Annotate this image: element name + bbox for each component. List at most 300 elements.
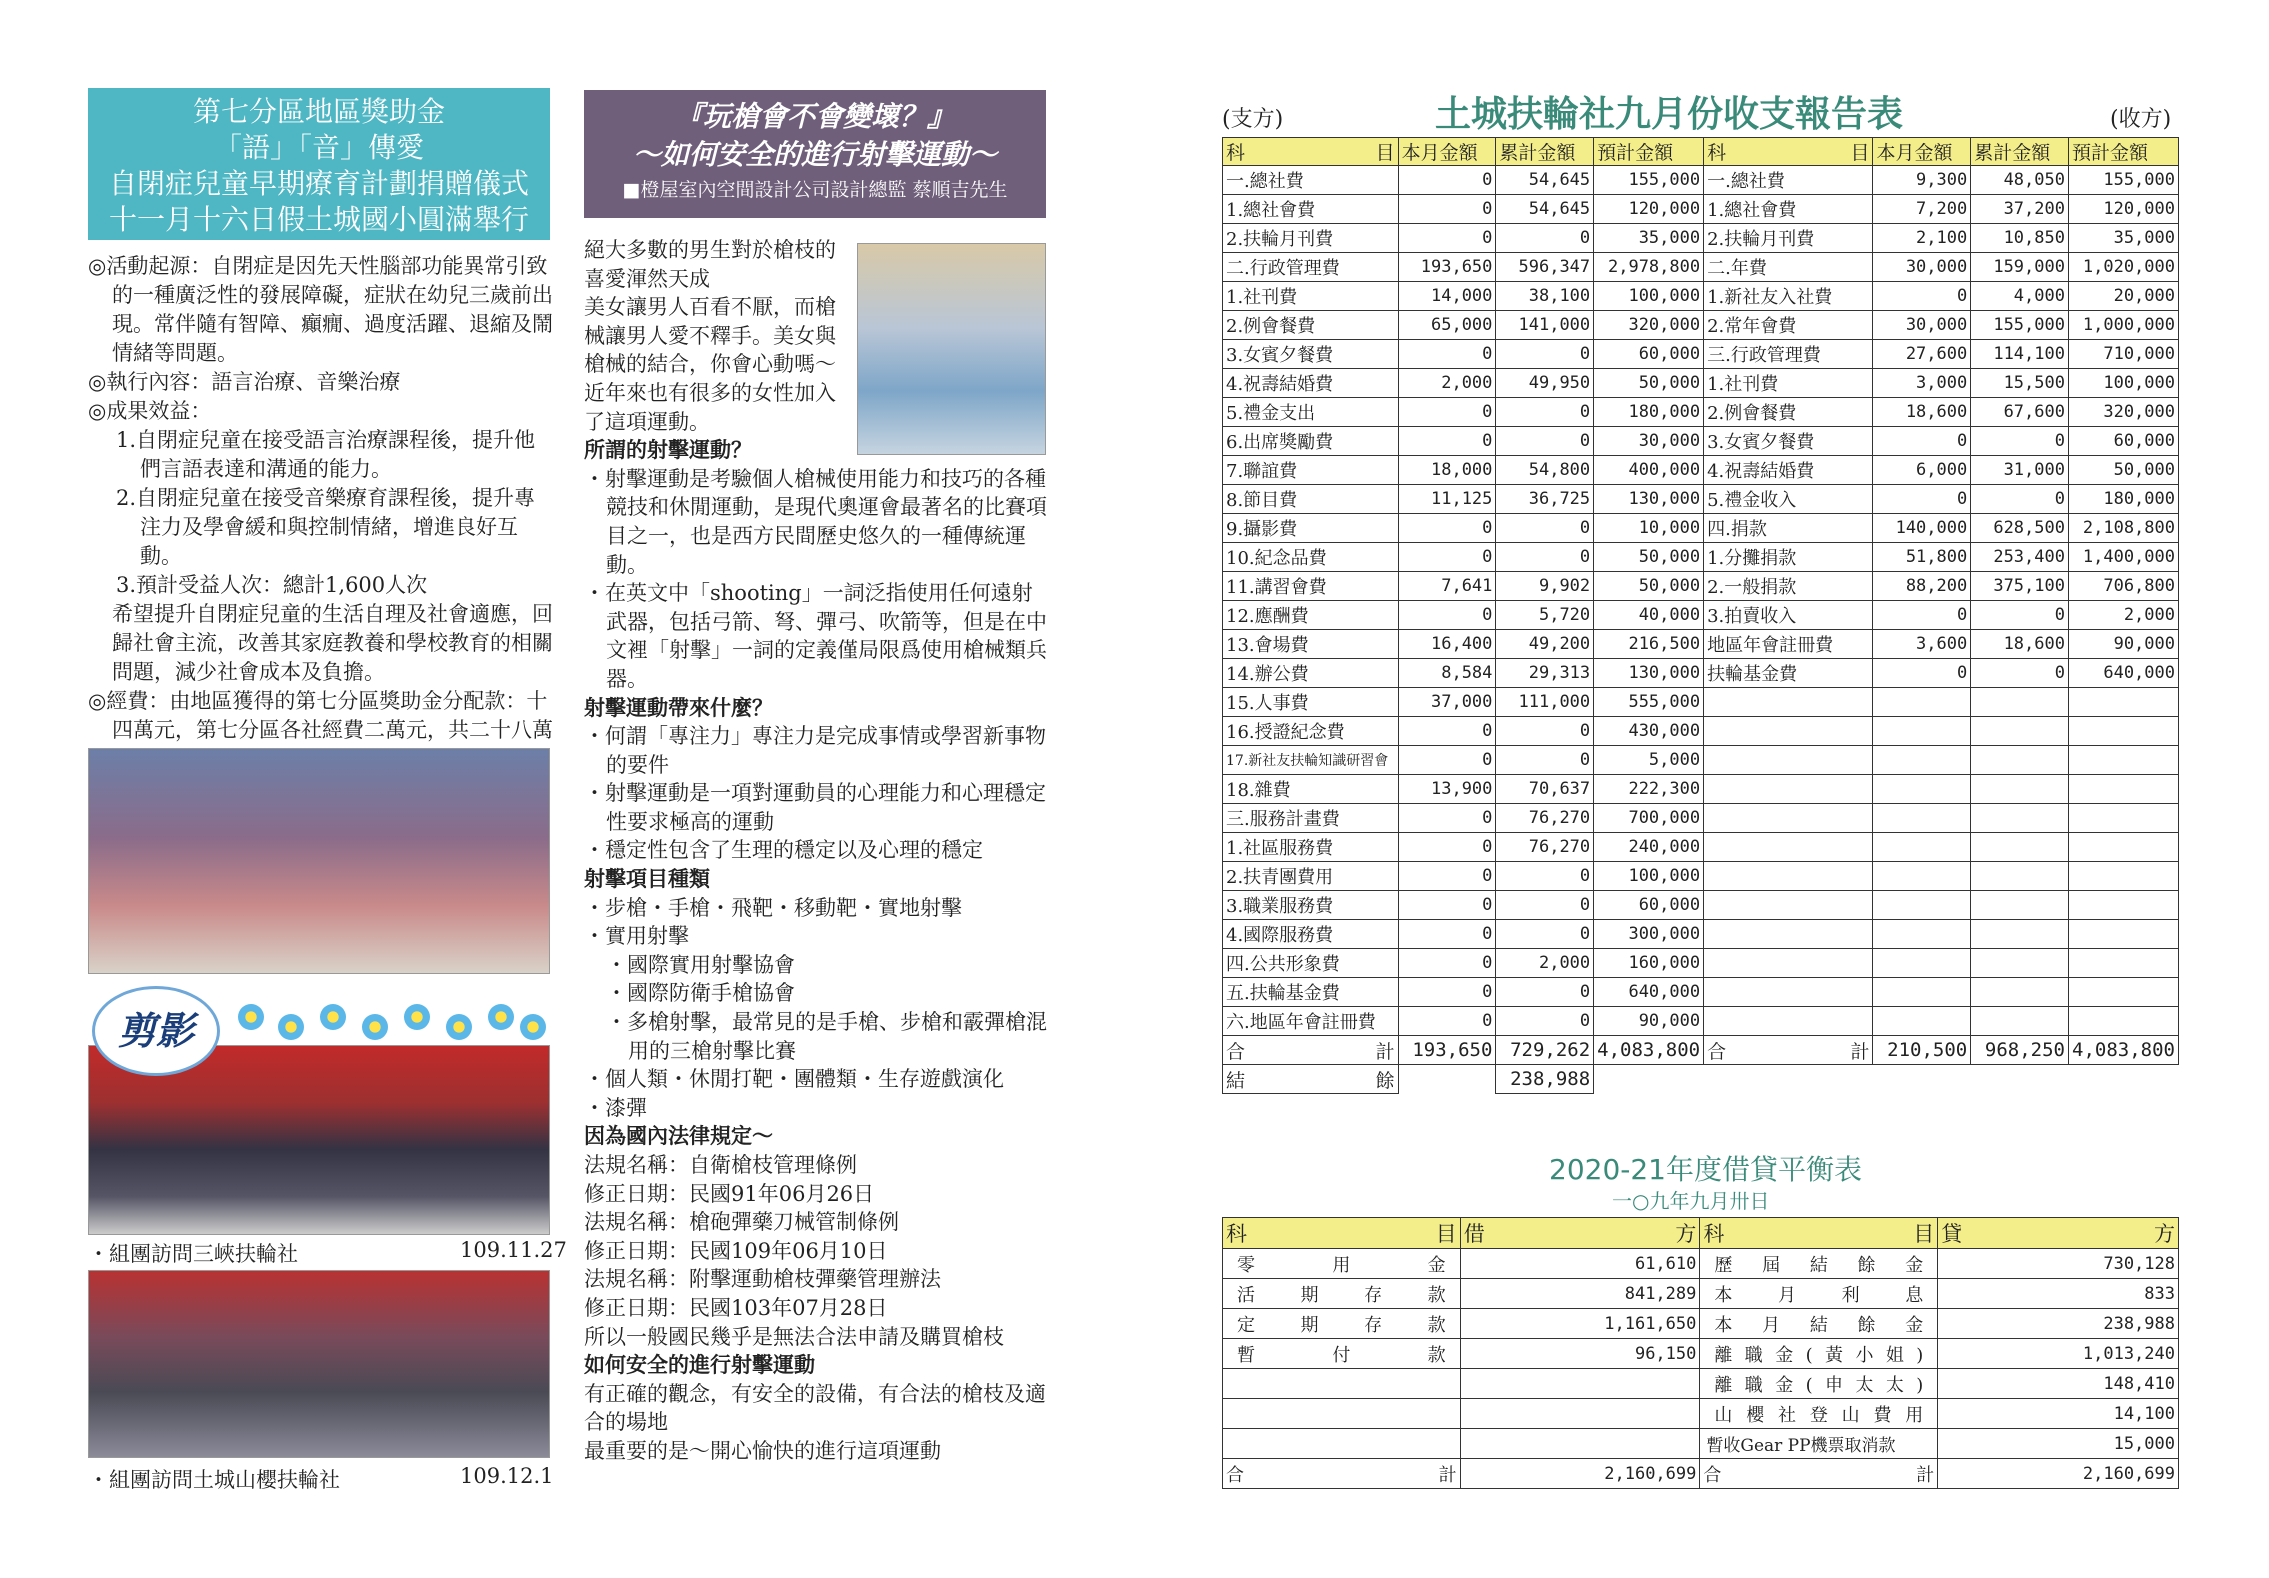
amount-cell: 36,725 (1496, 485, 1594, 514)
amount-cell: 0 (1496, 543, 1594, 572)
grant-article-header (88, 88, 550, 240)
amount-cell: 1,020,000 (2068, 253, 2178, 282)
amount-cell: 50,000 (1594, 572, 1704, 601)
amount-cell: 50,000 (2068, 456, 2178, 485)
amount-cell (2068, 891, 2178, 920)
amount-cell: 0 (1496, 862, 1594, 891)
table-row (1223, 398, 2179, 427)
account-cell: 離職金(黃小姐) (1700, 1339, 1938, 1369)
account-cell: 歷屆結餘金 (1700, 1249, 1938, 1279)
table-row (1223, 688, 2179, 717)
account-cell: 暫付款 (1223, 1339, 1461, 1369)
amount-cell: 61,610 (1460, 1249, 1700, 1279)
amount-cell (1873, 891, 1971, 920)
amount-cell: 14,100 (1938, 1399, 2179, 1429)
item-cell: 9.攝影費 (1223, 514, 1399, 543)
amount-cell: 628,500 (1971, 514, 2069, 543)
item-cell: 18.雜費 (1223, 775, 1399, 804)
item-cell: 16.授證紀念費 (1223, 717, 1399, 746)
total-value: 193,650 (1398, 1036, 1496, 1065)
amount-cell: 0 (1398, 862, 1496, 891)
item-cell: 11.講習會費 (1223, 572, 1399, 601)
account-cell: 定期存款 (1223, 1309, 1461, 1339)
table-row (1223, 543, 2179, 572)
amount-cell: 30,000 (1873, 311, 1971, 340)
amount-cell: 2,000 (2068, 601, 2178, 630)
amount-cell: 0 (1398, 746, 1496, 775)
table-row (1223, 862, 2179, 891)
header-cell: 借方 (1460, 1218, 1700, 1249)
total-value: 729,262 (1496, 1036, 1594, 1065)
amount-cell (2068, 717, 2178, 746)
table-row (1223, 1369, 2179, 1399)
grant-header-line: 自閉症兒童早期療育計劃捐贈儀式 (108, 167, 529, 200)
item-cell: 4.國際服務費 (1223, 920, 1399, 949)
safety-text: 有正確的觀念，有安全的設備，有合法的槍枝及適合的場地 (584, 1381, 1046, 1435)
amount-cell: 375,100 (1971, 572, 2069, 601)
amount-cell: 833 (1938, 1279, 2179, 1309)
total-value: 2,160,699 (1938, 1459, 2179, 1489)
visit-shanying-photo (88, 1270, 550, 1458)
amount-cell: 193,650 (1398, 253, 1496, 282)
item-cell: 1.分攤捐款 (1704, 543, 1873, 572)
amount-cell (1873, 804, 1971, 833)
total-value: 4,083,800 (1594, 1036, 1704, 1065)
amount-cell: 10,850 (1971, 224, 2069, 253)
item-cell: 3.拍賣收入 (1704, 601, 1873, 630)
total-value: 210,500 (1873, 1036, 1971, 1065)
item-cell: 12.應酬費 (1223, 601, 1399, 630)
amount-cell: 13,900 (1398, 775, 1496, 804)
amount-cell: 0 (1398, 543, 1496, 572)
item-cell: 1.新社友入社費 (1704, 282, 1873, 311)
amount-cell: 111,000 (1496, 688, 1594, 717)
item-cell: 2.扶輪月刊費 (1704, 224, 1873, 253)
amount-cell: 0 (1398, 949, 1496, 978)
amount-cell: 65,000 (1398, 311, 1496, 340)
amount-cell: 31,000 (1971, 456, 2069, 485)
amount-cell: 0 (1971, 427, 2069, 456)
balance-sheet-date: 一○九年九月卅日 (1612, 1189, 1770, 1213)
amount-cell: 120,000 (2068, 195, 2178, 224)
item-cell: 2.扶輪月刊費 (1223, 224, 1399, 253)
amount-cell: 180,000 (2068, 485, 2178, 514)
amount-cell (1873, 688, 1971, 717)
item-cell: 一.總社費 (1223, 166, 1399, 195)
account-cell (1223, 1399, 1461, 1429)
total-label: 合計 (1704, 1036, 1873, 1065)
header-cell: 預計金額 (1594, 138, 1704, 166)
total-label: 合計 (1223, 1036, 1399, 1065)
amount-cell: 38,100 (1496, 282, 1594, 311)
section-heading: 因為國內法律規定～ (584, 1124, 773, 1149)
ceremony-photo (88, 748, 550, 974)
header-cell: 預計金額 (2068, 138, 2178, 166)
amount-cell: 9,902 (1496, 572, 1594, 601)
grant-header-line: 「語」「音」傳愛 (213, 131, 424, 164)
table-row (1223, 195, 2179, 224)
amount-cell: 4,000 (1971, 282, 2069, 311)
section-heading: 射擊運動帶來什麼？ (584, 695, 773, 720)
empty-cell (1398, 1065, 1496, 1094)
amount-cell: 37,000 (1398, 688, 1496, 717)
account-cell: 山櫻社登山費用 (1700, 1399, 1938, 1429)
table-row (1223, 717, 2179, 746)
bullet-text: ・個人類・休閒打靶・團體類・生存遊戲演化 (584, 1067, 1004, 1092)
amount-cell: 9,300 (1873, 166, 1971, 195)
amount-cell: 700,000 (1594, 804, 1704, 833)
income-side-label: (收方) (2110, 107, 2172, 132)
balance-label: 結餘 (1223, 1065, 1399, 1094)
item-cell: 4.祝壽結婚費 (1704, 456, 1873, 485)
table-row (1223, 1339, 2179, 1369)
amount-cell (1460, 1369, 1700, 1399)
amount-cell: 0 (1873, 427, 1971, 456)
amount-cell (1971, 688, 2069, 717)
item-cell: 二.年費 (1704, 253, 1873, 282)
amount-cell: 51,800 (1873, 543, 1971, 572)
amount-cell: 300,000 (1594, 920, 1704, 949)
amount-cell (1971, 949, 2069, 978)
amount-cell (2068, 920, 2178, 949)
amount-cell: 29,313 (1496, 659, 1594, 688)
amount-cell: 0 (1971, 601, 2069, 630)
amount-cell: 141,000 (1496, 311, 1594, 340)
amount-cell: 30,000 (1873, 253, 1971, 282)
amount-cell: 0 (1873, 485, 1971, 514)
balance-value: 238,988 (1496, 1065, 1594, 1094)
amount-cell: 0 (1496, 427, 1594, 456)
item-cell: 2.扶青團費用 (1223, 862, 1399, 891)
amount-cell: 710,000 (2068, 340, 2178, 369)
amount-cell: 7,200 (1873, 195, 1971, 224)
table-row (1223, 1279, 2179, 1309)
balance-row (1223, 1065, 2179, 1094)
item-cell: 地區年會註冊費 (1704, 630, 1873, 659)
amount-cell: 5,000 (1594, 746, 1704, 775)
account-cell: 本月結餘金 (1700, 1309, 1938, 1339)
total-value: 2,160,699 (1460, 1459, 1700, 1489)
amount-cell: 49,950 (1496, 369, 1594, 398)
amount-cell: 0 (1496, 224, 1594, 253)
table-row (1223, 282, 2179, 311)
amount-cell: 76,270 (1496, 833, 1594, 862)
item-cell (1704, 891, 1873, 920)
total-value: 968,250 (1971, 1036, 2069, 1065)
amount-cell: 0 (1496, 717, 1594, 746)
item-cell: 3.女賓夕餐費 (1704, 427, 1873, 456)
intro-text: 美女讓男人百看不厭，而槍械讓男人愛不釋手。美女與槍械的結合，你會心動嗎～ (584, 295, 836, 377)
item-cell: 四.公共形象費 (1223, 949, 1399, 978)
grant-origin: ◎活動起源：自閉症是因先天性腦部功能異常引致的一種廣泛性的發展障礙，症狀在幼兒三歲前出現。常伴隨有智障、癲癇、過度活躍、退縮及鬧情緒等問題。 (88, 254, 553, 365)
amount-cell: 640,000 (2068, 659, 2178, 688)
item-cell: 一.總社費 (1704, 166, 1873, 195)
amount-cell: 730,128 (1938, 1249, 2179, 1279)
account-cell: 暫收Gear PP機票取消款 (1700, 1429, 1938, 1459)
item-cell: 4.祝壽結婚費 (1223, 369, 1399, 398)
amount-cell: 706,800 (2068, 572, 2178, 601)
amount-cell: 841,289 (1460, 1279, 1700, 1309)
item-cell: 五.扶輪基金費 (1223, 978, 1399, 1007)
intro-text: 近年來也有很多的女性加入了這項運動。 (584, 380, 836, 434)
amount-cell: 35,000 (2068, 224, 2178, 253)
amount-cell: 120,000 (1594, 195, 1704, 224)
item-cell: 三.行政管理費 (1704, 340, 1873, 369)
amount-cell (1873, 920, 1971, 949)
photo-date: 109.11.27 (460, 1238, 567, 1262)
amount-cell (2068, 775, 2178, 804)
bullet-text: ・在英文中「shooting」一詞泛指使用任何遠射武器，包括弓箭、弩、彈弓、吹箭等，但是在中文裡「射擊」一詞的定義僅局限爲使用槍械類兵器。 (584, 581, 1047, 691)
amount-cell: 100,000 (1594, 282, 1704, 311)
law-text: 法規名稱：自衛槍枝管理條例 (584, 1153, 857, 1177)
grant-header-line: 十一月十六日假土城國小圓滿舉行 (108, 203, 529, 236)
grant-funding: ◎經費：由地區獲得的第七分區獎助金分配款：十四萬元，第七分區各社經費二萬元，共二十八萬 (88, 689, 553, 742)
amount-cell: 20,000 (2068, 282, 2178, 311)
shooting-author: ■橙屋室內空間設計公司設計總監 蔡順吉先生 (622, 179, 1008, 201)
item-cell: 2.例會餐費 (1223, 311, 1399, 340)
amount-cell: 10,000 (1594, 514, 1704, 543)
amount-cell: 6,000 (1873, 456, 1971, 485)
header-cell: 科目 (1704, 138, 1873, 166)
item-cell (1704, 949, 1873, 978)
item-cell (1704, 920, 1873, 949)
amount-cell: 0 (1496, 340, 1594, 369)
amount-cell: 3,000 (1873, 369, 1971, 398)
item-cell: 1.社刊費 (1223, 282, 1399, 311)
table-row (1223, 833, 2179, 862)
item-cell (1704, 688, 1873, 717)
law-text: 法規名稱：槍砲彈藥刀械管制條例 (584, 1210, 899, 1235)
amount-cell (2068, 746, 2178, 775)
table-row (1223, 1399, 2179, 1429)
item-cell: 1.社刊費 (1704, 369, 1873, 398)
total-label: 合計 (1223, 1459, 1461, 1489)
intro-text: 絕大多數的男生對於槍枝的喜愛渾然天成 (584, 238, 836, 291)
amount-cell: 0 (1398, 891, 1496, 920)
safety-text: 最重要的是～開心愉快的進行這項運動 (584, 1438, 941, 1463)
account-cell: 離職金(申太太) (1700, 1369, 1938, 1399)
account-cell: 零用金 (1223, 1249, 1461, 1279)
amount-cell (1873, 978, 1971, 1007)
item-cell (1704, 746, 1873, 775)
amount-cell: 155,000 (1594, 166, 1704, 195)
amount-cell: 0 (1398, 1007, 1496, 1036)
table-row (1223, 804, 2179, 833)
amount-cell: 40,000 (1594, 601, 1704, 630)
table-row (1223, 166, 2179, 195)
shooting-article-body (584, 236, 1049, 1466)
amount-cell: 5,720 (1496, 601, 1594, 630)
amount-cell: 1,400,000 (2068, 543, 2178, 572)
amount-cell: 0 (1398, 166, 1496, 195)
amount-cell: 140,000 (1873, 514, 1971, 543)
amount-cell: 96,150 (1460, 1339, 1700, 1369)
table-header-row (1223, 1218, 2179, 1249)
item-cell: 1.總社會費 (1223, 195, 1399, 224)
amount-cell (1873, 1007, 1971, 1036)
amount-cell (2068, 978, 2178, 1007)
item-cell: 10.紀念品費 (1223, 543, 1399, 572)
item-cell: 三.服務計畫費 (1223, 804, 1399, 833)
item-cell: 13.會場費 (1223, 630, 1399, 659)
item-cell: 7.聯誼費 (1223, 456, 1399, 485)
income-expense-table (1222, 137, 2179, 1094)
table-row (1223, 427, 2179, 456)
amount-cell: 0 (1873, 282, 1971, 311)
bullet-text: ・步槍・手槍・飛靶・移動靶・實地射擊 (584, 895, 962, 920)
amount-cell: 2,000 (1398, 369, 1496, 398)
amount-cell: 0 (1496, 398, 1594, 427)
amount-cell: 0 (1398, 398, 1496, 427)
bullet-text: ・多槍射擊，最常見的是手槍、步槍和霰彈槍混用的三槍射擊比賽 (606, 1010, 1047, 1063)
amount-cell: 0 (1398, 514, 1496, 543)
amount-cell: 0 (1496, 891, 1594, 920)
amount-cell (1971, 862, 2069, 891)
item-cell: 3.職業服務費 (1223, 891, 1399, 920)
amount-cell (1873, 746, 1971, 775)
amount-cell (1873, 949, 1971, 978)
table-row (1223, 1309, 2179, 1339)
bullet-text: ・實用射擊 (584, 924, 689, 949)
amount-cell: 155,000 (1971, 311, 2069, 340)
table-row (1223, 224, 2179, 253)
amount-cell: 0 (1971, 485, 2069, 514)
bullet-text: ・何謂「專注力」專注力是完成事情或學習新事物的要件 (584, 724, 1046, 777)
amount-cell: 114,100 (1971, 340, 2069, 369)
item-cell: 5.禮金支出 (1223, 398, 1399, 427)
amount-cell: 180,000 (1594, 398, 1704, 427)
table-row (1223, 891, 2179, 920)
table-row (1223, 340, 2179, 369)
amount-cell (2068, 1007, 2178, 1036)
grant-result-1: 1.自閉症兒童在接受語言治療課程後，提升他們言語表達和溝通的能力。 (116, 428, 536, 481)
shooting-article-header (584, 90, 1046, 218)
amount-cell: 0 (1971, 659, 2069, 688)
amount-cell: 30,000 (1594, 427, 1704, 456)
amount-cell: 0 (1873, 659, 1971, 688)
item-cell: 2.常年會費 (1704, 311, 1873, 340)
amount-cell: 238,988 (1938, 1309, 2179, 1339)
table-header-row (1223, 138, 2179, 166)
amount-cell: 15,500 (1971, 369, 2069, 398)
amount-cell: 15,000 (1938, 1429, 2179, 1459)
bullet-text: ・射擊運動是一項對運動員的心理能力和心理穩定性要求極高的運動 (584, 781, 1046, 834)
amount-cell (1873, 833, 1971, 862)
amount-cell: 3,600 (1873, 630, 1971, 659)
amount-cell: 54,645 (1496, 166, 1594, 195)
item-cell (1704, 717, 1873, 746)
amount-cell: 1,161,650 (1460, 1309, 1700, 1339)
amount-cell: 60,000 (2068, 427, 2178, 456)
photo-caption: ・組團訪問土城山櫻扶輪社 (88, 1468, 340, 1492)
item-cell: 六.地區年會註冊費 (1223, 1007, 1399, 1036)
amount-cell: 430,000 (1594, 717, 1704, 746)
amount-cell: 60,000 (1594, 340, 1704, 369)
table-row (1223, 746, 2179, 775)
amount-cell: 596,347 (1496, 253, 1594, 282)
amount-cell: 0 (1496, 920, 1594, 949)
bullet-text: ・穩定性包含了生理的穩定以及心理的穩定 (584, 838, 983, 863)
amount-cell: 50,000 (1594, 369, 1704, 398)
amount-cell: 555,000 (1594, 688, 1704, 717)
amount-cell (1971, 891, 2069, 920)
item-cell: 6.出席獎勵費 (1223, 427, 1399, 456)
bullet-text: ・國際實用射擊協會 (606, 952, 795, 977)
table-row (1223, 572, 2179, 601)
item-cell: 14.辦公費 (1223, 659, 1399, 688)
bullet-text: ・國際防衛手槍協會 (606, 981, 795, 1006)
amount-cell: 54,800 (1496, 456, 1594, 485)
item-cell: 8.節目費 (1223, 485, 1399, 514)
amount-cell: 18,600 (1873, 398, 1971, 427)
table-row (1223, 1429, 2179, 1459)
amount-cell: 76,270 (1496, 804, 1594, 833)
amount-cell: 49,200 (1496, 630, 1594, 659)
amount-cell: 48,050 (1971, 166, 2069, 195)
table-row (1223, 253, 2179, 282)
amount-cell: 0 (1398, 340, 1496, 369)
item-cell: 扶輪基金費 (1704, 659, 1873, 688)
item-cell: 3.女賓夕餐費 (1223, 340, 1399, 369)
balance-sheet-title: 2020-21年度借貸平衡表 (1549, 1153, 1862, 1186)
amount-cell (2068, 862, 2178, 891)
item-cell: 2.例會餐費 (1704, 398, 1873, 427)
grant-result-3: 3.預計受益人次：總計1,600人次 (116, 573, 428, 597)
table-row (1223, 311, 2179, 340)
item-cell: 17.新社友扶輪知識研習會 (1223, 746, 1399, 775)
photo-caption: ・組團訪問三峽扶輪社 (88, 1242, 298, 1266)
amount-cell: 0 (1398, 717, 1496, 746)
amount-cell: 0 (1398, 427, 1496, 456)
amount-cell (1873, 717, 1971, 746)
account-cell: 本月利息 (1700, 1279, 1938, 1309)
bullet-text: ・漆彈 (584, 1095, 647, 1120)
amount-cell: 11,125 (1398, 485, 1496, 514)
amount-cell: 90,000 (2068, 630, 2178, 659)
amount-cell: 18,600 (1971, 630, 2069, 659)
header-cell: 科目 (1700, 1218, 1938, 1249)
amount-cell (1971, 833, 2069, 862)
amount-cell: 0 (1398, 920, 1496, 949)
item-cell (1704, 775, 1873, 804)
account-cell (1223, 1429, 1461, 1459)
amount-cell: 0 (1496, 978, 1594, 1007)
law-text: 所以一般國民幾乎是無法合法申請及購買槍枝 (584, 1324, 1004, 1349)
header-cell: 科目 (1223, 1218, 1461, 1249)
total-row (1223, 1459, 2179, 1489)
amount-cell: 0 (1496, 1007, 1594, 1036)
table-row (1223, 1249, 2179, 1279)
balance-sheet-table (1222, 1217, 2179, 1489)
empty-cell (1594, 1065, 2179, 1094)
amount-cell: 27,600 (1873, 340, 1971, 369)
amount-cell: 35,000 (1594, 224, 1704, 253)
item-cell (1704, 804, 1873, 833)
amount-cell: 60,000 (1594, 891, 1704, 920)
amount-cell: 70,637 (1496, 775, 1594, 804)
item-cell (1704, 978, 1873, 1007)
amount-cell (1971, 1007, 2069, 1036)
amount-cell (1873, 775, 1971, 804)
grant-header-line: 第七分區地區獎助金 (192, 95, 445, 128)
snapshots-badge: 剪影 (92, 986, 220, 1076)
amount-cell: 130,000 (1594, 485, 1704, 514)
amount-cell: 18,000 (1398, 456, 1496, 485)
account-cell: 活期存款 (1223, 1279, 1461, 1309)
amount-cell: 400,000 (1594, 456, 1704, 485)
header-cell: 科目 (1223, 138, 1399, 166)
header-cell: 累計金額 (1496, 138, 1594, 166)
